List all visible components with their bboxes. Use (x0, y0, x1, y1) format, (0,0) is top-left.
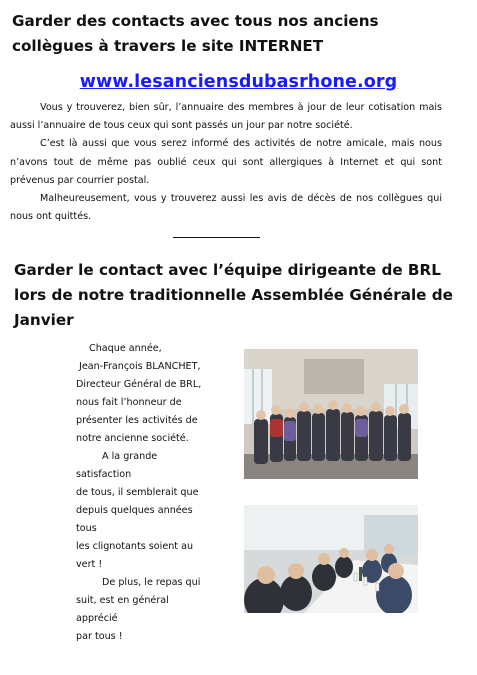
text-line: notre ancienne société. (76, 433, 189, 444)
text-line: Chaque année, (89, 343, 162, 354)
group-photo (244, 349, 418, 479)
paragraph: Malheureusement, vous y trouverez aussi les avis de décès de nos collègues qui nous ont quittés. (10, 193, 442, 223)
assemblee-text-column (76, 340, 211, 646)
text-line: De plus, le repas qui (102, 577, 201, 588)
text-line: suit, est en général apprécié (76, 595, 169, 624)
text-line: vert ! (76, 559, 103, 570)
text-line: Jean-François BLANCHET, (79, 361, 201, 372)
internet-body (10, 99, 442, 226)
text-line: présenter les activités de (76, 415, 198, 426)
text-line: A la grande satisfaction (76, 451, 158, 480)
paragraph: C’est là aussi que vous serez informé des activités de notre amicale, mais nous n’avons tout de même pas oublié ceux qui sont allergiques à Internet et qui sont prévenus par courrier postal. (10, 138, 442, 186)
section-title-internet: Garder des contacts avec tous nos anciens collègues à travers le site INTERNET (12, 12, 379, 55)
section-title-assemblee: Garder le contact avec l’équipe dirigeante de BRL lors de notre traditionnelle Assemblée Générale de Janvier (14, 261, 453, 329)
text-line: par tous ! (76, 631, 123, 642)
text-line: depuis quelques années tous (76, 505, 193, 534)
text-line: nous fait l’honneur de (76, 397, 182, 408)
text-line: Directeur Général de BRL, (76, 379, 202, 390)
text-line: les clignotants soient au (76, 541, 194, 552)
section-divider (173, 237, 260, 238)
banquet-photo (244, 505, 418, 613)
text-line: de tous, il semblerait que (76, 487, 199, 498)
website-link[interactable]: www.lesanciensdubasrhone.org (79, 72, 398, 92)
paragraph: Vous y trouverez, bien sûr, l’annuaire des membres à jour de leur cotisation mais aussi l’annuaire de tous ceux qui sont passés un jour par notre société. (10, 102, 442, 132)
